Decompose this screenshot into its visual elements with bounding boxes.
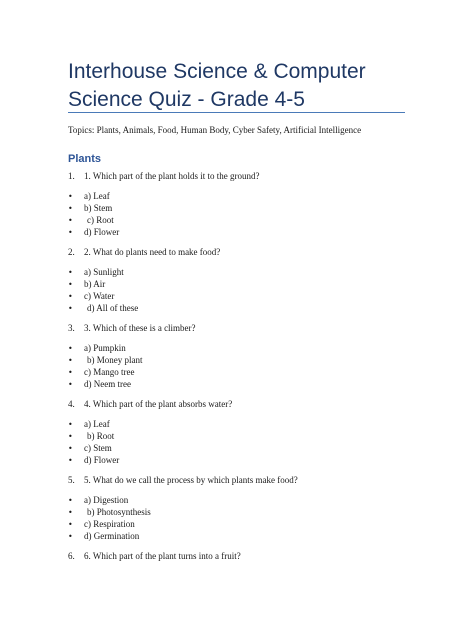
question-1 <box>68 170 260 182</box>
bullet-icon: • <box>68 380 73 389</box>
list-item: • a) Pumpkin <box>68 343 126 353</box>
question-3 <box>68 322 196 334</box>
bullet-icon: • <box>68 520 73 529</box>
bullet-icon: • <box>68 508 73 517</box>
list-item: • a) Leaf <box>68 419 110 429</box>
list-item: • d) Flower <box>68 227 120 237</box>
list-item: • b) Stem <box>68 203 113 213</box>
bullet-icon: • <box>68 216 73 225</box>
question-text: 1. Which part of the plant holds it to the ground? <box>84 171 260 181</box>
title-underline <box>68 112 405 113</box>
list-item: • a) Leaf <box>68 191 110 201</box>
topics-line: Topics: Plants, Animals, Food, Human Body, Cyber Safety, Artificial Intelligence <box>68 125 362 135</box>
question-2 <box>68 246 220 258</box>
bullet-icon: • <box>68 368 73 377</box>
question-text: 4. Which part of the plant absorbs water? <box>84 399 233 409</box>
bullet-icon: • <box>68 444 73 453</box>
question-text: 3. Which of these is a climber? <box>84 323 196 333</box>
question-number: 2. <box>68 247 75 257</box>
list-item: • c) Root <box>68 215 114 225</box>
list-item: • b) Root <box>68 431 115 441</box>
question-text: 6. Which part of the plant turns into a fruit? <box>84 551 241 561</box>
list-item: • c) Respiration <box>68 519 135 529</box>
question-number: 6. <box>68 551 75 561</box>
bullet-icon: • <box>68 228 73 237</box>
question-number: 5. <box>68 475 75 485</box>
list-item: • b) Air <box>68 279 106 289</box>
question-4 <box>68 398 232 410</box>
bullet-icon: • <box>68 280 73 289</box>
bullet-icon: • <box>68 420 73 429</box>
question-number: 4. <box>68 399 75 409</box>
bullet-icon: • <box>68 268 73 277</box>
question-number: 1. <box>68 171 75 181</box>
question-5 <box>68 474 298 486</box>
document-title: Interhouse Science & Computer Science Quiz - Grade 4-5 <box>68 60 366 111</box>
list-item: • b) Money plant <box>68 355 143 365</box>
bullet-icon: • <box>68 432 73 441</box>
bullet-icon: • <box>68 192 73 201</box>
bullet-icon: • <box>68 456 73 465</box>
bullet-icon: • <box>68 304 73 313</box>
bullet-icon: • <box>68 344 73 353</box>
bullet-icon: • <box>68 204 73 213</box>
question-text: 2. What do plants need to make food? <box>84 247 221 257</box>
question-text: 5. What do we call the process by which plants make food? <box>84 475 298 485</box>
section-heading-plants: Plants <box>68 153 102 165</box>
bullet-icon: • <box>68 356 73 365</box>
bullet-icon: • <box>68 292 73 301</box>
list-item: • d) Germination <box>68 531 140 541</box>
list-item: • b) Photosynthesis <box>68 507 151 517</box>
list-item: • c) Mango tree <box>68 367 135 377</box>
bullet-icon: • <box>68 496 73 505</box>
list-item: • c) Stem <box>68 443 112 453</box>
question-6 <box>68 550 241 562</box>
list-item: • a) Digestion <box>68 495 129 505</box>
list-item: • d) Flower <box>68 455 120 465</box>
list-item: • d) Neem tree <box>68 379 131 389</box>
list-item: • d) All of these <box>68 303 139 313</box>
list-item: • a) Sunlight <box>68 267 124 277</box>
question-number: 3. <box>68 323 75 333</box>
bullet-icon: • <box>68 532 73 541</box>
list-item: • c) Water <box>68 291 115 301</box>
